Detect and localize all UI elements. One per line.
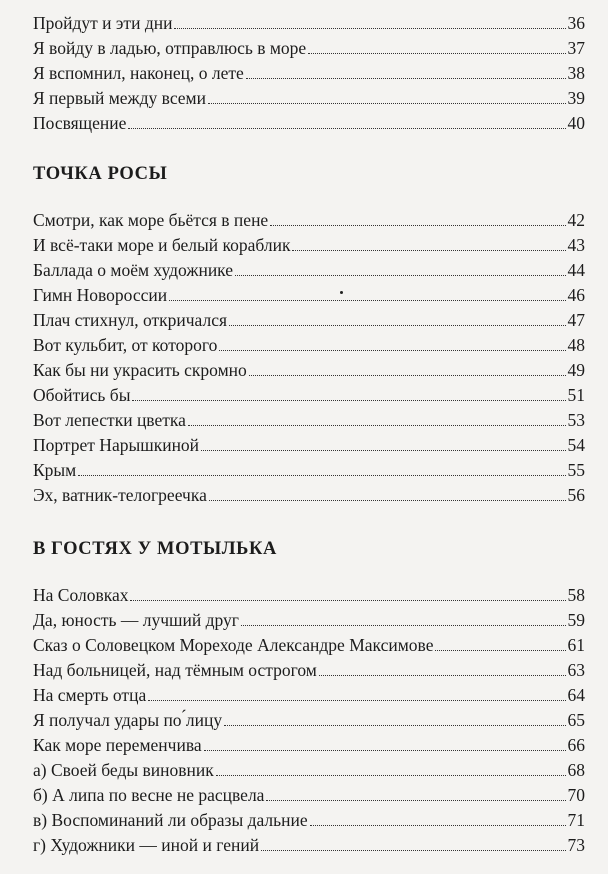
toc-entry[interactable] — [33, 459, 585, 481]
entry-page-number: 59 — [567, 610, 585, 630]
toc-entry[interactable] — [33, 334, 585, 356]
entry-page-number: 73 — [567, 835, 585, 855]
entry-title: Плач стихнул, откричался — [33, 310, 228, 330]
entry-title: а) Своей беды виновник — [33, 760, 214, 780]
entry-page-number: 46 — [567, 285, 585, 305]
toc-entry[interactable] — [33, 284, 585, 306]
toc-entry[interactable] — [33, 409, 585, 431]
entry-page-number: 49 — [567, 360, 585, 380]
dot-leader — [261, 850, 565, 851]
entry-title: Вот лепестки цветка — [33, 410, 186, 430]
entry-title: б) А липа по весне не расцвела — [33, 785, 265, 805]
dot-leader — [241, 625, 566, 626]
toc-entry[interactable] — [33, 259, 585, 281]
toc-entry[interactable] — [33, 634, 585, 656]
dot-leader — [249, 375, 566, 376]
entry-title: Сказ о Соловецком Мореходе Александре Максимове — [33, 635, 434, 655]
toc-entry[interactable] — [33, 684, 585, 706]
dot-leader — [310, 825, 566, 826]
toc-entry[interactable] — [33, 709, 585, 731]
entry-page-number: 66 — [567, 735, 585, 755]
dot-leader — [78, 475, 565, 476]
entry-title: Над больницей, над тёмным острогом — [33, 660, 317, 680]
entry-page-number: 70 — [567, 785, 585, 805]
print-speck — [340, 291, 343, 294]
entry-title: Пройдут и эти дни — [33, 13, 173, 33]
entry-title: Крым — [33, 460, 77, 480]
toc-entry[interactable] — [33, 609, 585, 631]
entry-title: Смотри, как море бьётся в пене — [33, 210, 269, 230]
dot-leader — [246, 78, 566, 79]
entry-title: Посвящение — [33, 113, 127, 133]
toc-entry[interactable] — [33, 734, 585, 756]
entry-page-number: 64 — [567, 685, 585, 705]
entry-page-number: 65 — [567, 710, 585, 730]
entry-page-number: 38 — [567, 63, 585, 83]
toc-entry[interactable] — [33, 659, 585, 681]
dot-leader — [229, 325, 565, 326]
toc-entry[interactable] — [33, 12, 585, 34]
entry-title: в) Воспоминаний ли образы дальние — [33, 810, 308, 830]
toc-entry[interactable] — [33, 209, 585, 231]
entry-title: Вот кульбит, от которого — [33, 335, 218, 355]
dot-leader — [169, 300, 565, 301]
dot-leader — [219, 350, 565, 351]
dot-leader — [148, 700, 565, 701]
entry-page-number: 39 — [567, 88, 585, 108]
entry-page-number: 42 — [567, 210, 585, 230]
entry-page-number: 44 — [567, 260, 585, 280]
toc-entry[interactable] — [33, 384, 585, 406]
entry-page-number: 54 — [567, 435, 585, 455]
dot-leader — [308, 53, 565, 54]
dot-leader — [208, 103, 565, 104]
entry-title: Я первый между всеми — [33, 88, 207, 108]
entry-title: Я войду в ладью, отправлюсь в море — [33, 38, 307, 58]
dot-leader — [270, 225, 565, 226]
dot-leader — [235, 275, 565, 276]
entry-page-number: 56 — [567, 485, 585, 505]
toc-entry[interactable] — [33, 62, 585, 84]
entry-page-number: 36 — [567, 13, 585, 33]
dot-leader — [224, 725, 565, 726]
entry-page-number: 43 — [567, 235, 585, 255]
entry-title: На смерть отца — [33, 685, 147, 705]
toc-entry[interactable] — [33, 37, 585, 59]
entry-title: Баллада о моём художнике — [33, 260, 234, 280]
toc-entry[interactable] — [33, 784, 585, 806]
entry-title: Я вспомнил, наконец, о лете — [33, 63, 244, 83]
toc-entry[interactable] — [33, 759, 585, 781]
entry-page-number: 53 — [567, 410, 585, 430]
toc-entry[interactable] — [33, 484, 585, 506]
dot-leader — [266, 800, 565, 801]
entry-title: И всё-таки море и белый кораблик — [33, 235, 291, 255]
dot-leader — [435, 650, 565, 651]
dot-leader — [132, 400, 565, 401]
entry-page-number: 37 — [567, 38, 585, 58]
entry-page-number: 71 — [567, 810, 585, 830]
entry-page-number: 55 — [567, 460, 585, 480]
dot-leader — [209, 500, 566, 501]
toc-entry[interactable] — [33, 584, 585, 606]
dot-leader — [201, 450, 565, 451]
entry-page-number: 48 — [567, 335, 585, 355]
toc-entry[interactable] — [33, 309, 585, 331]
entry-page-number: 61 — [567, 635, 585, 655]
toc-entry[interactable] — [33, 834, 585, 856]
toc-entry[interactable] — [33, 359, 585, 381]
section-heading: ТОЧКА РОСЫ — [33, 164, 168, 184]
entry-page-number: 58 — [567, 585, 585, 605]
toc-entry[interactable] — [33, 234, 585, 256]
dot-leader — [130, 600, 565, 601]
toc-entry[interactable] — [33, 434, 585, 456]
toc-entry[interactable] — [33, 809, 585, 831]
entry-title: Обойтись бы — [33, 385, 131, 405]
entry-page-number: 40 — [567, 113, 585, 133]
dot-leader — [216, 775, 566, 776]
entry-title: Как море переменчива — [33, 735, 202, 755]
entry-title: г) Художники — иной и гений — [33, 835, 260, 855]
entry-page-number: 51 — [567, 385, 585, 405]
entry-title: Гимн Новороссии — [33, 285, 168, 305]
dot-leader — [128, 128, 565, 129]
entry-page-number: 47 — [567, 310, 585, 330]
entry-title: На Соловках — [33, 585, 129, 605]
toc-entry[interactable] — [33, 87, 585, 109]
entry-title: Я получал удары по ́лицу — [33, 710, 223, 730]
entry-title: Эх, ватник-телогреечка — [33, 485, 207, 505]
dot-leader — [292, 250, 565, 251]
dot-leader — [204, 750, 566, 751]
dot-leader — [319, 675, 566, 676]
toc-entry[interactable] — [33, 112, 585, 134]
entry-page-number: 68 — [567, 760, 585, 780]
entry-title: Портрет Нарышкиной — [33, 435, 200, 455]
section-heading: В ГОСТЯХ У МОТЫЛЬКА — [33, 539, 277, 559]
entry-title: Как бы ни украсить скромно — [33, 360, 247, 380]
dot-leader — [174, 28, 565, 29]
dot-leader — [188, 425, 566, 426]
entry-page-number: 63 — [567, 660, 585, 680]
entry-title: Да, юность — лучший друг — [33, 610, 239, 630]
